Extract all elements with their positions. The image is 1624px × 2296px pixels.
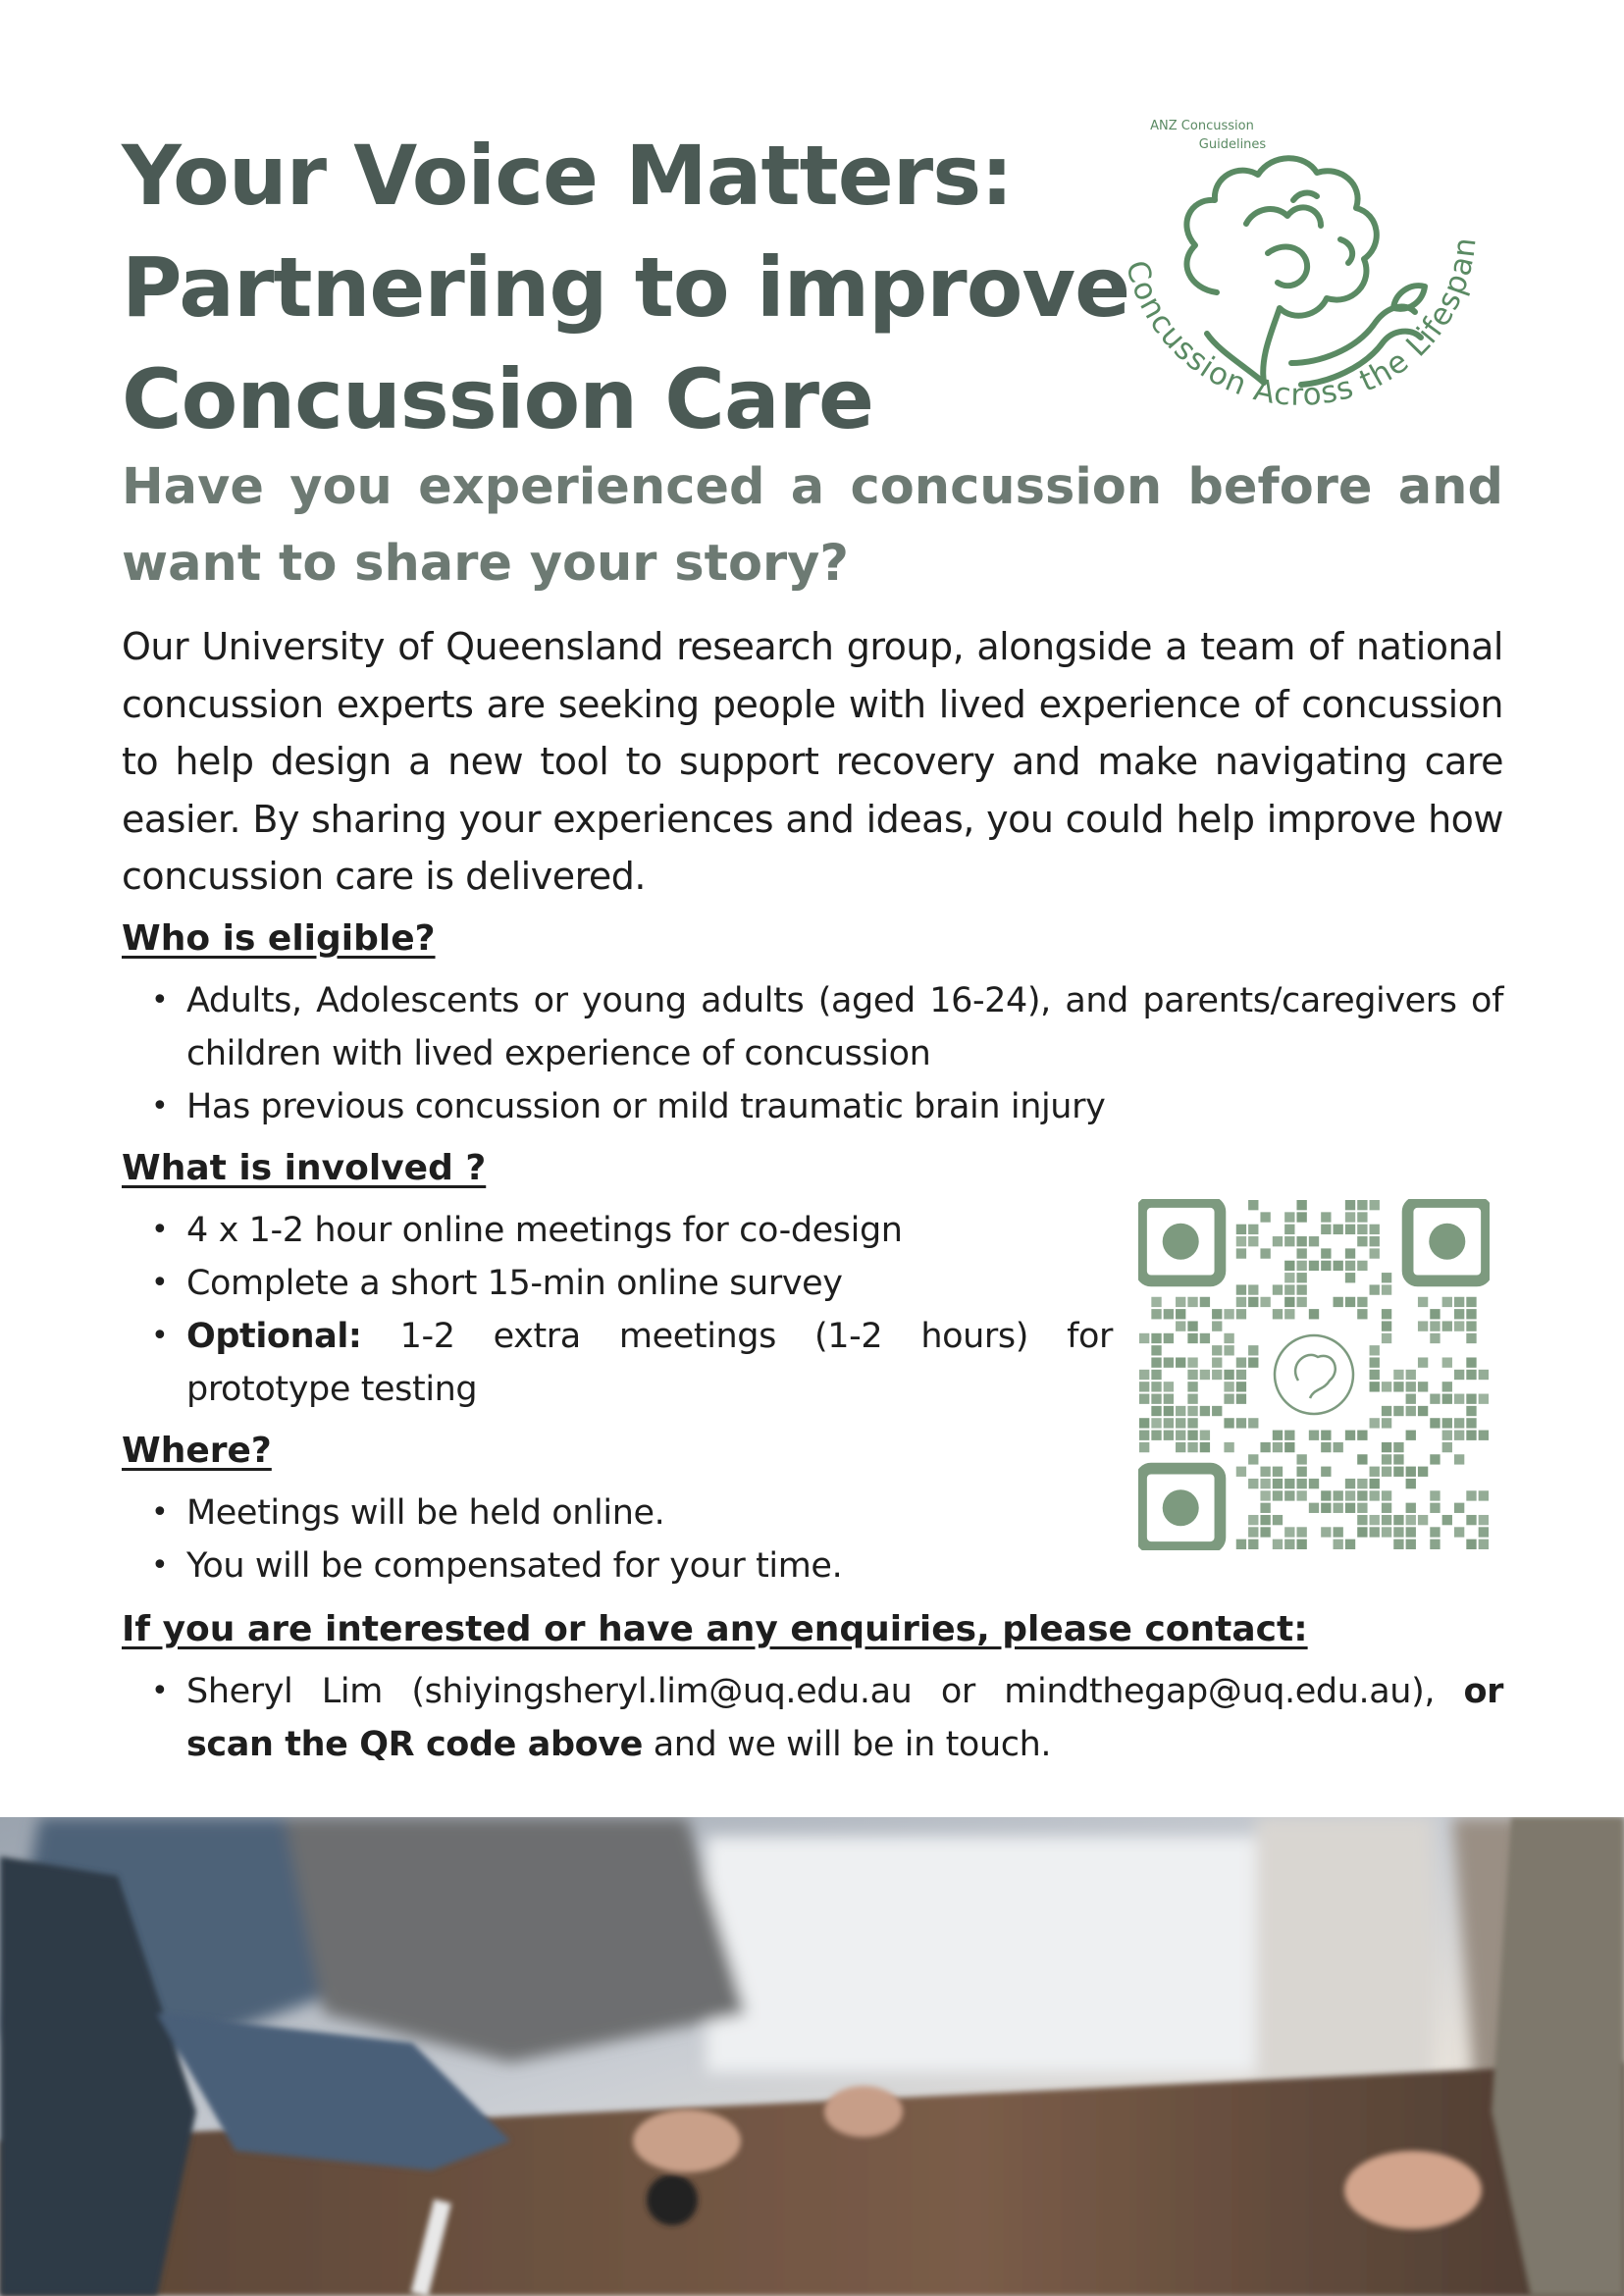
- title-line-1: Your Voice Matters:: [122, 128, 1013, 224]
- logo-ring-text: Concussion Across the Lifespan: [1118, 235, 1484, 413]
- list-item: • Complete a short 15-min online survey: [122, 1257, 1113, 1310]
- where-list: [122, 1487, 1113, 1592]
- where-heading: Where?: [122, 1431, 272, 1471]
- list-item: • Has previous concussion or mild traumatic brain injury: [122, 1080, 1503, 1133]
- list-item: • Meetings will be held online.: [122, 1487, 1113, 1539]
- involved-list: [122, 1204, 1113, 1416]
- optional-text: 1-2 extra meetings (1-2 hours) for prototype testing: [186, 1317, 1113, 1409]
- optional-label: Optional:: [186, 1317, 362, 1356]
- list-item: • 4 x 1-2 hour online meetings for co-design: [122, 1204, 1113, 1257]
- title-line-2: Partnering to improve: [122, 239, 1130, 336]
- meeting-table-photo: [0, 1817, 1624, 2296]
- eligible-heading: Who is eligible?: [122, 918, 436, 959]
- list-item: • Adults, Adolescents or young adults (aged 16-24), and parents/caregivers of children with lived experience of concussion: [122, 974, 1503, 1080]
- list-item: • You will be compensated for your time.: [122, 1539, 1113, 1592]
- contact-item: [122, 1665, 1503, 1771]
- intro-paragraph: Our University of Queensland research group, alongside a team of national concussion experts are seeking people with lived experience of concussion to help design a new tool to support recovery and make navigating care easier. By sharing your experiences and ideas, you could help improve how concussion care is delivered.: [122, 625, 1503, 898]
- qr-code-icon[interactable]: [1138, 1199, 1490, 1550]
- concussion-guidelines-logo: [1099, 106, 1492, 440]
- contact-list: [122, 1665, 1503, 1771]
- eligible-list: [122, 974, 1503, 1133]
- involved-heading: What is involved ?: [122, 1148, 487, 1188]
- contact-heading: If you are interested or have any enquiries, please contact:: [122, 1609, 1308, 1649]
- title-line-3: Concussion Care: [122, 351, 874, 447]
- logo-org-line-2: Guidelines: [1198, 137, 1267, 152]
- contact-bold: or scan the QR code above: [186, 1672, 1503, 1764]
- page-title: [122, 120, 1130, 455]
- list-item: [122, 1310, 1113, 1416]
- logo-org-line-1: ANZ Concussion: [1150, 119, 1254, 133]
- contact-text-end: and we will be in touch.: [643, 1725, 1052, 1764]
- contact-text: Sheryl Lim (shiyingsheryl.lim@uq.edu.au or mindthegap@uq.edu.au),: [186, 1672, 1464, 1711]
- page-subtitle: Have you experienced a concussion before and want to share your story?: [122, 458, 1503, 593]
